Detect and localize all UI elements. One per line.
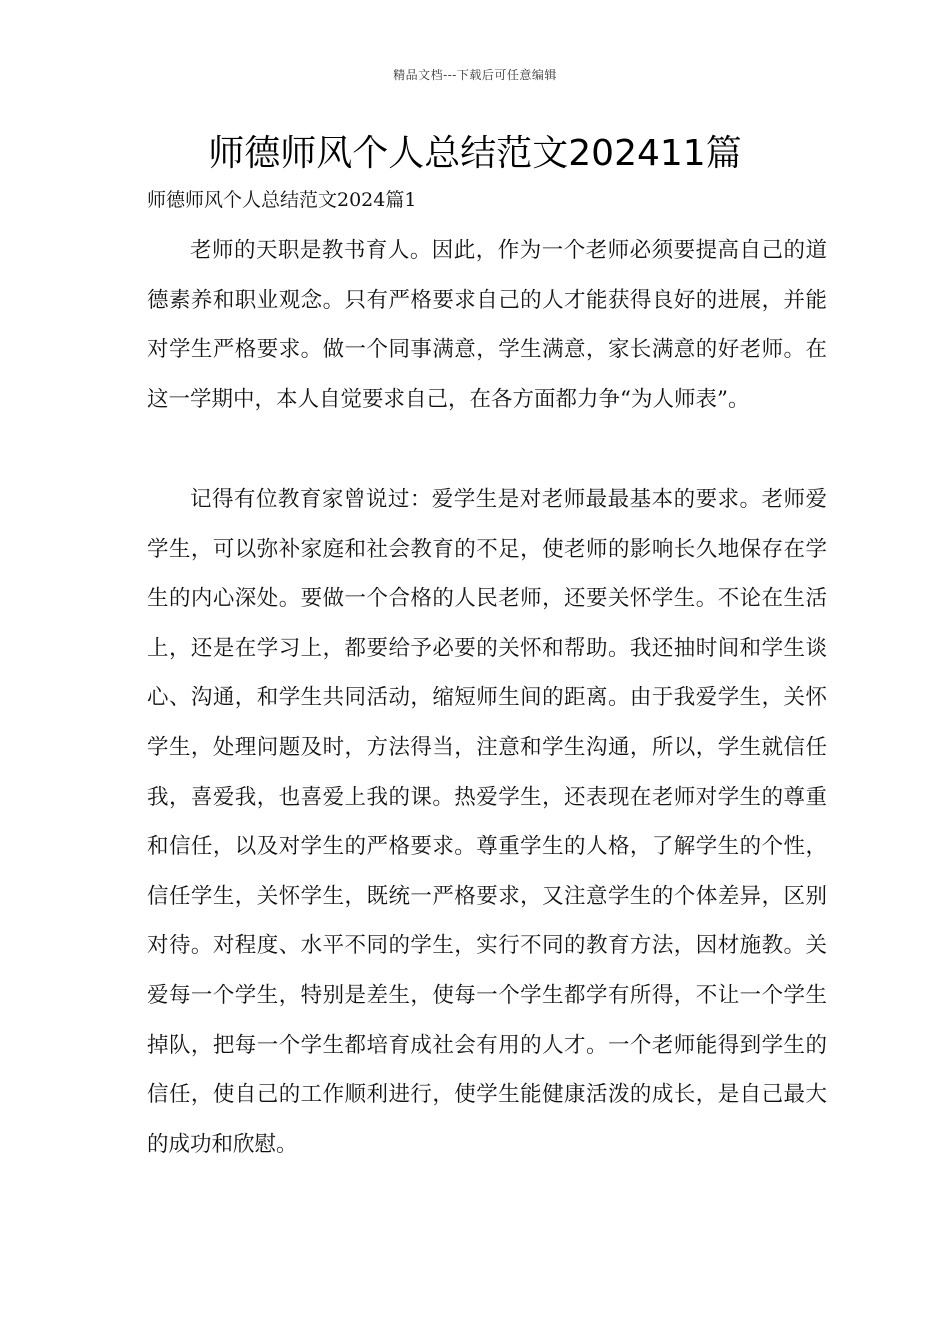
body-paragraph-1: 老师的天职是教书育人。因此，作为一个老师必须要提高自己的道德素养和职业观念。只有严格要求自己的人才能获得良好的进展，并能对学生严格要求。做一个同事满意，学生满意，家长满意的好老师。在这一学期中，本人自觉要求自己，在各方面都力争“为人师表”。 xyxy=(147,238,827,412)
header-note: 精品文档---下载后可任意编辑 xyxy=(393,68,557,82)
section-heading: 师德师风个人总结范文2024篇1 xyxy=(147,189,417,211)
body-paragraph-2: 记得有位教育家曾说过：爱学生是对老师最最基本的要求。老师爱学生，可以弥补家庭和社会教育的不足，使老师的影响长久地保存在学生的内心深处。要做一个合格的人民老师，还要关怀学生。不论在生活上，还是在学习上，都要给予必要的关怀和帮助。我还抽时间和学生谈心、沟通，和学生共同活动，缩短师生间的距离。由于我爱学生，关怀学生，处理问题及时，方法得当，注意和学生沟通，所以，学生就信任我，喜爱我，也喜爱上我的课。热爱学生，还表现在老师对学生的尊重和信任，以及对学生的严格要求。尊重学生的人格，了解学生的个性，信任学生，关怀学生，既统一严格要求，又注意学生的个体差异，区别对待。对程度、水平不同的学生，实行不同的教育方法，因材施教。关爱每一个学生，特别是差生，使每一个学生都学有所得，不让一个学生掉队，把每一个学生都培育成社会有用的人才。一个老师能得到学生的信任，使自己的工作顺利进行，使学生能健康活泼的成长，是自己最大的成功和欣慰。 xyxy=(147,487,827,1157)
document-title: 师德师风个人总结范文202411篇 xyxy=(208,133,742,174)
